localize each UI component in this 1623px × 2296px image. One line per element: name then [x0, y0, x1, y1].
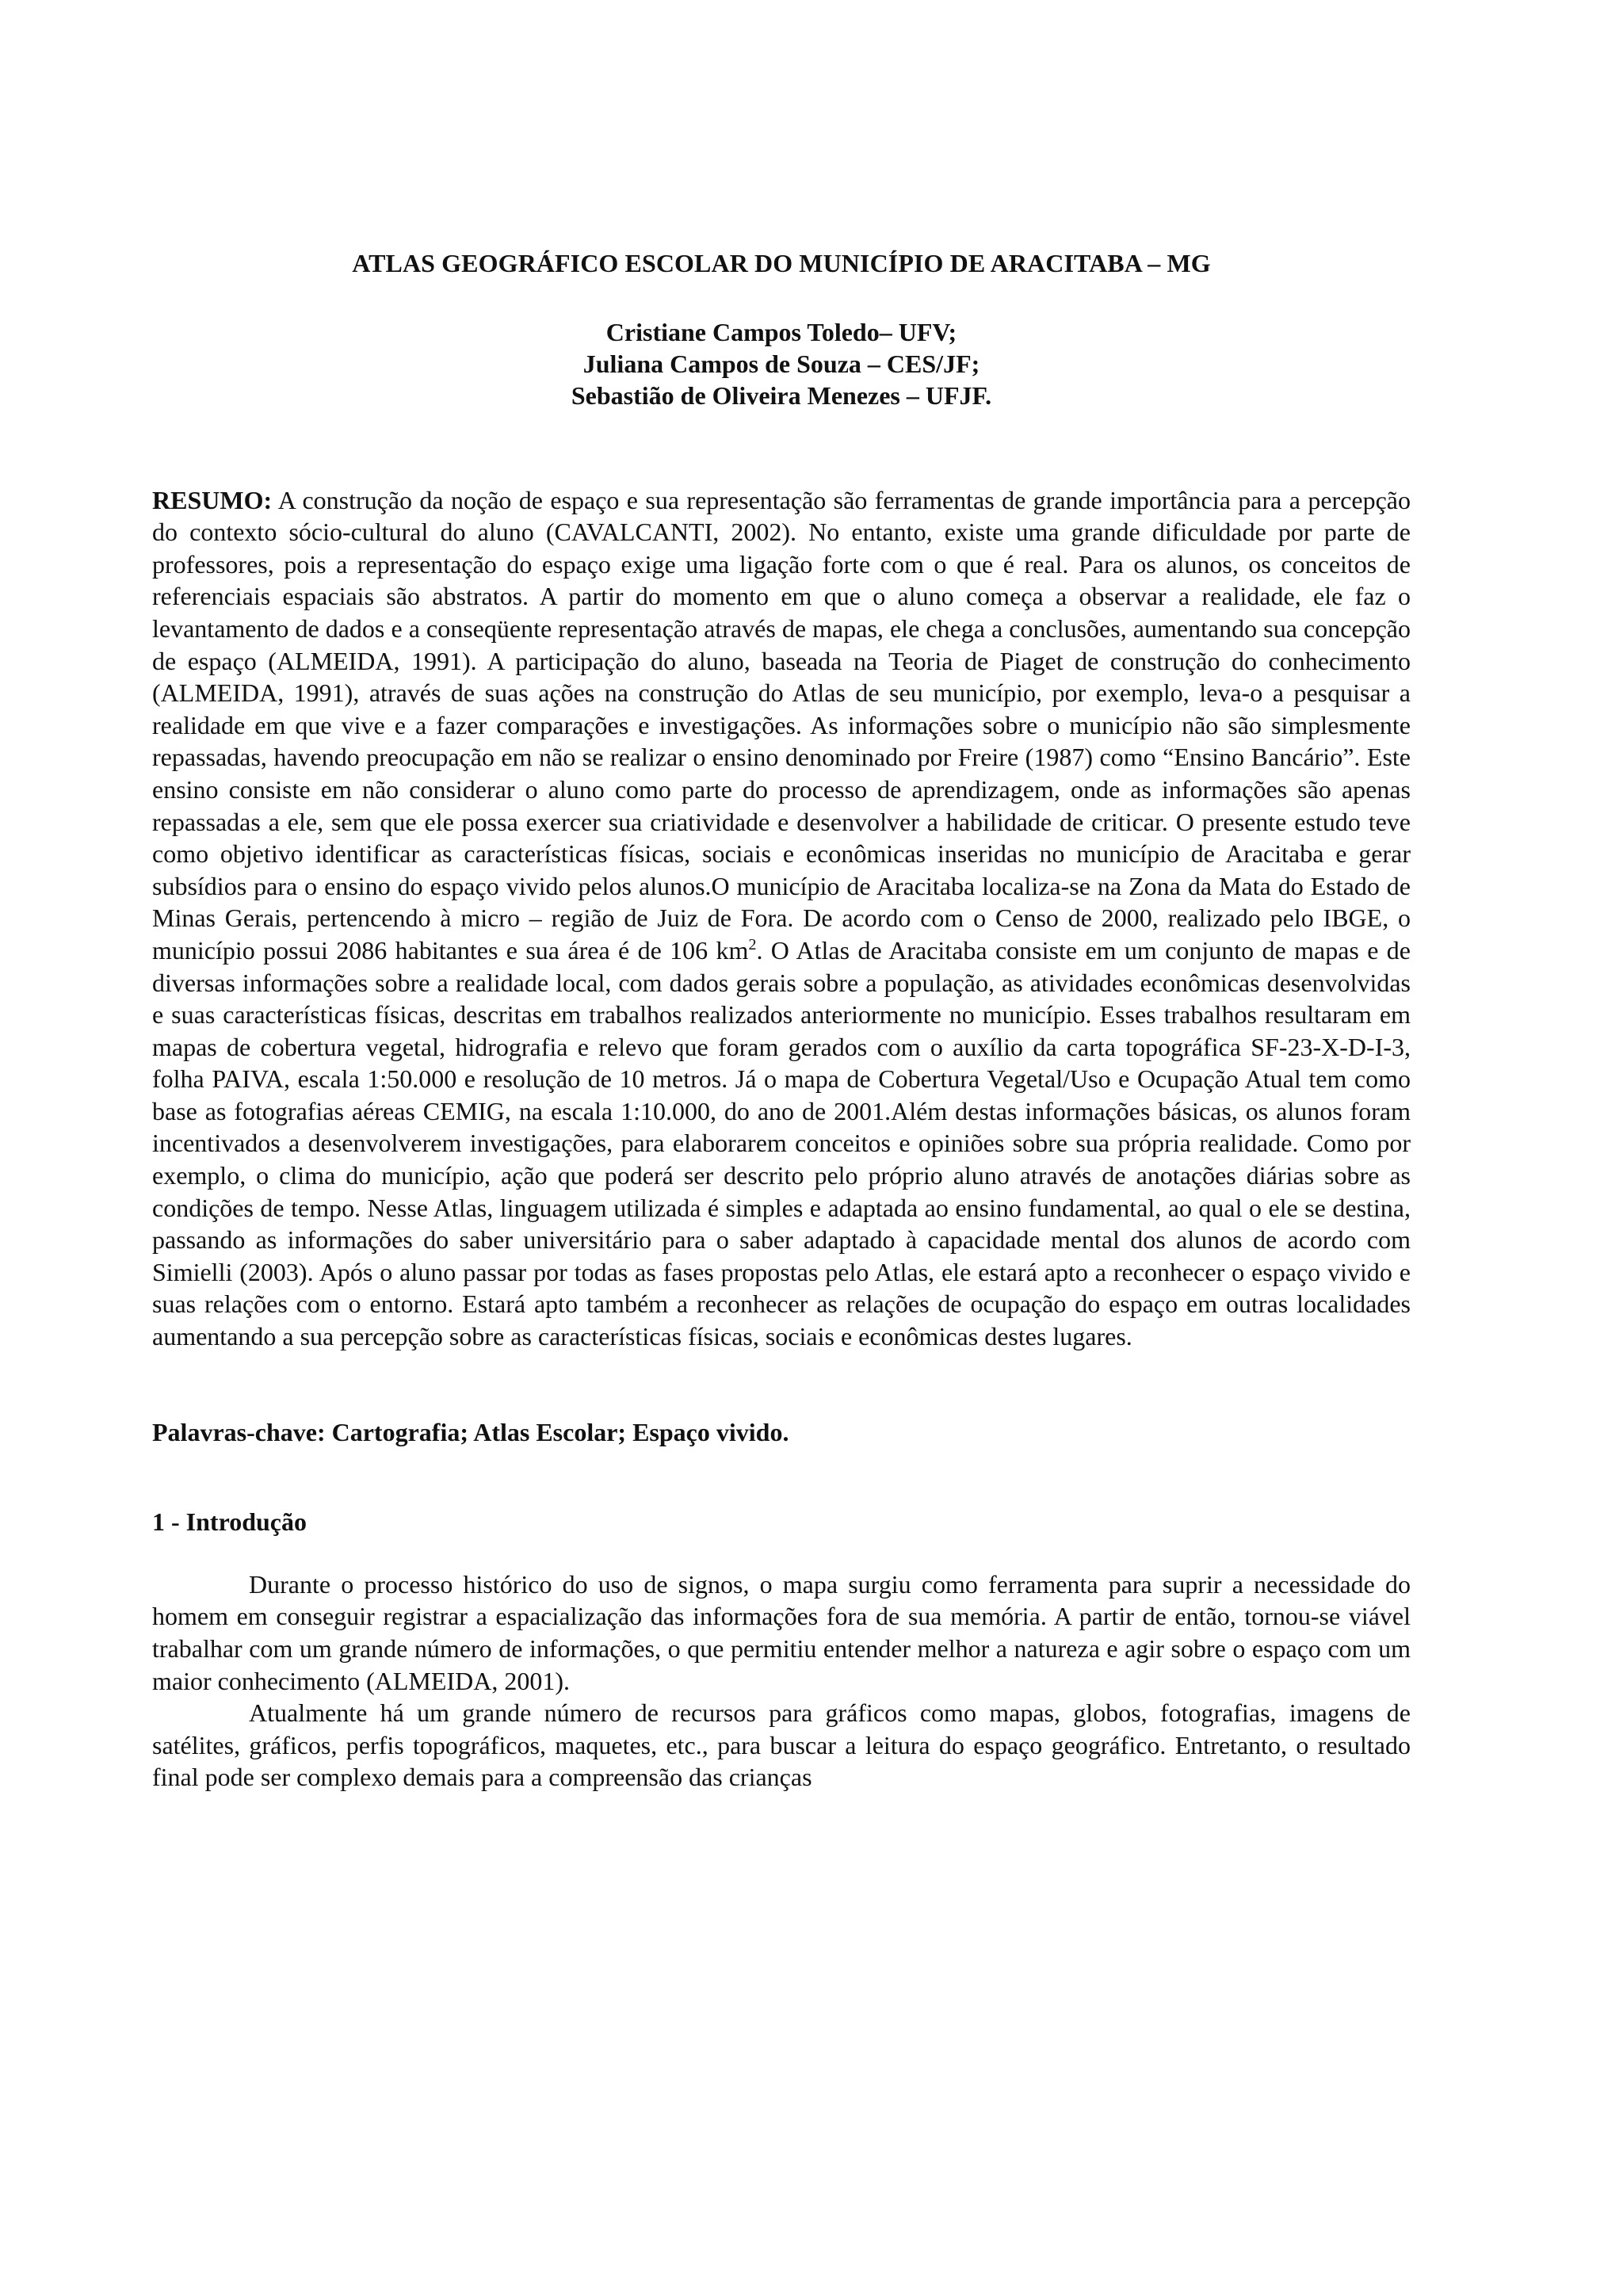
author-line: Cristiane Campos Toledo– UFV; [605, 317, 957, 346]
abstract [152, 484, 1411, 1353]
superscript-2: 2 [748, 935, 757, 953]
paper-title: ATLAS GEOGRÁFICO ESCOLAR DO MUNICÍPIO DE ARACITABA – MG [352, 249, 1211, 277]
paragraph: Durante o processo histórico do uso de signos, o mapa surgiu como ferramenta para suprir a necessidade do homem em conseguir registrar a espacialização das informações fora de sua memória. A partir de então, tornou-se viável trabalhar com um grande número de informações, o que permitiu entender melhor a natureza e agir sobre o espaço com um maior conhecimento (ALMEIDA, 2001). [152, 1569, 1411, 1695]
document-page [152, 247, 1411, 1794]
keywords: Palavras-chave: Cartografia; Atlas Escolar; Espaço vivido. [152, 1417, 789, 1446]
abstract-label: RESUMO: [152, 485, 273, 514]
author-list [152, 316, 1411, 411]
section-title: 1 - Introdução [152, 1507, 307, 1537]
abstract-text-part-1: A construção da noção de espaço e sua representação são ferramentas de grande importância para a percepção do contexto sócio-cultural do aluno (CAVALCANTI, 2002). No entanto, existe uma grande dificuldade por parte de professores, pois a representação do espaço exige uma ligação forte com o que é real. Para os alunos, os conceitos de referenciais espaciais são abstratos. A partir do momento em que o aluno começa a observar a realidade, ele faz o levantamento de dados e a conseqüente representação através de mapas, ele chega a conclusões, aumentando sua concepção de espaço (ALMEIDA, 1991). A participação do aluno, baseada na Teoria de Piaget de construção do conhecimento (ALMEIDA, 1991), através de suas ações na construção do Atlas de seu município, por exemplo, leva-o a pesquisar a realidade em que vive e a fazer comparações e investigações. As informações sobre o município não são simplesmente repassadas, havendo preocupação em não se realizar o ensino denominado por Freire (1987) como “Ensino Bancário”. Este ensino consiste em não considerar o aluno como parte do processo de aprendizagem, onde as informações são apenas repassadas a ele, sem que ele possa exercer sua criatividade e desenvolver a habilidade de criticar. O presente estudo teve como objetivo identificar as características físicas, sociais e econômicas inseridas no município de Aracitaba e gerar subsídios para o ensino do espaço vivido pelos alunos.O município de Aracitaba localiza-se na Zona da Mata do Estado de Minas Gerais, pertencendo à micro – região de Juiz de Fora. De acordo com o Censo de 2000, realizado pelo IBGE, o município possui 2086 habitantes e sua área é de 106 km [152, 485, 1411, 965]
author-line: Juliana Campos de Souza – CES/JF; [582, 349, 980, 378]
paragraph: Atualmente há um grande número de recursos para gráficos como mapas, globos, fotografias, imagens de satélites, gráficos, perfis topográficos, maquetes, etc., para buscar a leitura do espaço geográfico. Entretanto, o resultado final pode ser complexo demais para a compreensão das crianças [152, 1698, 1411, 1792]
author-line: Sebastião de Oliveira Menezes – UFJF. [571, 380, 992, 410]
abstract-text-part-2: . O Atlas de Aracitaba consiste em um conjunto de mapas e de diversas informações sobre a realidade local, com dados gerais sobre a população, as atividades econômicas desenvolvidas e suas características físicas, descritas em trabalhos realizados anteriormente no município. Esses trabalhos resultaram em mapas de cobertura vegetal, hidrografia e relevo que foram gerados com o auxílio da carta topográfica SF-23-X-D-I-3, folha PAIVA, escala 1:50.000 e resolução de 10 metros. Já o mapa de Cobertura Vegetal/Uso e Ocupação Atual tem como base as fotografias aéreas CEMIG, na escala 1:10.000, do ano de 2001.Além destas informações básicas, os alunos foram incentivados a desenvolverem investigações, para elaborarem conceitos e opiniões sobre sua própria realidade. Como por exemplo, o clima do município, ação que poderá ser descrito pelo próprio aluno através de anotações diárias sobre as condições de tempo. Nesse Atlas, linguagem utilizada é simples e adaptada ao ensino fundamental, ao qual o ele se destina, passando as informações do saber universitário para o saber adaptado à capacidade mental dos alunos de acordo com Simielli (2003). Após o aluno passar por todas as fases propostas pelo Atlas, ele estará apto a reconhecer o espaço vivido e suas relações com o entorno. Estará apto também a reconhecer as relações de ocupação do espaço em outras localidades aumentando a sua percepção sobre as características físicas, sociais e econômicas destes lugares. [152, 935, 1411, 1351]
